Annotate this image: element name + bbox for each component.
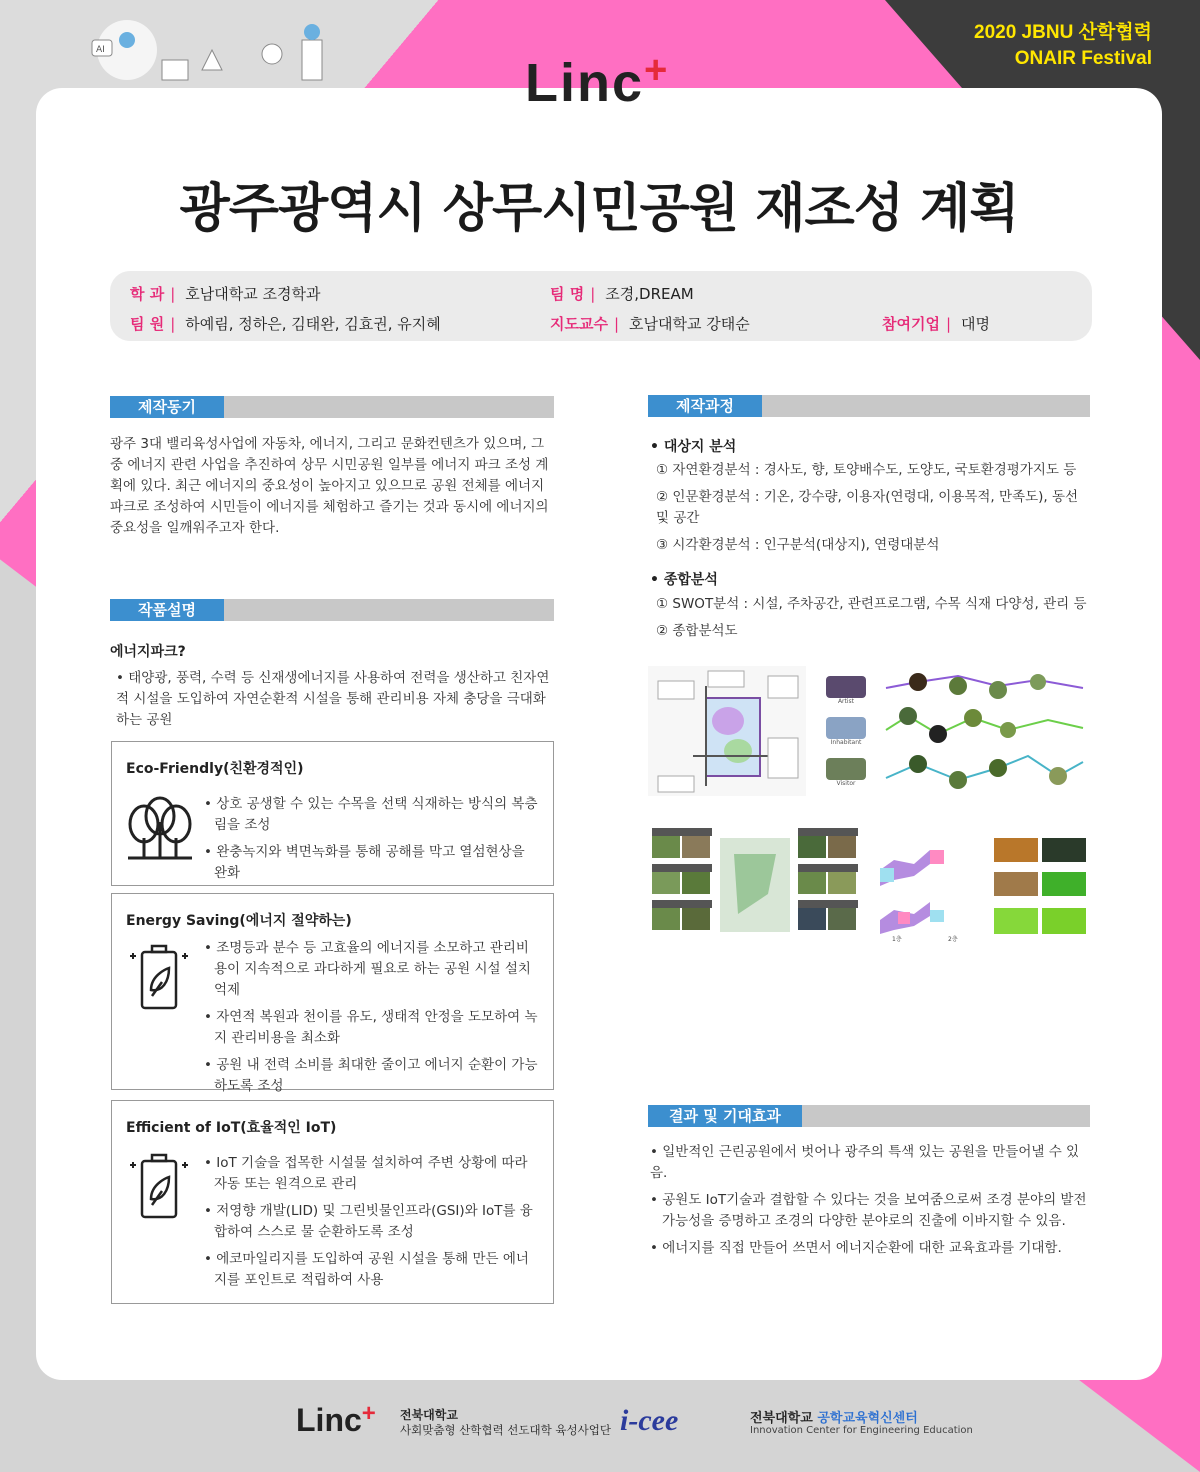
list-item: • 에코마일리지를 도입하여 공원 시설을 통해 만든 에너지를 포인트로 적립하여 사용 — [204, 1251, 529, 1288]
persona-figure — [826, 676, 866, 806]
company-info: 참여기업 | 대명 — [882, 315, 991, 333]
results-heading: 결과 및 기대효과 — [648, 1105, 802, 1127]
list-item: ② 인문환경분석 : 기온, 강수량, 이용자(연령대, 이용목적, 만족도), 동선 및 공간 — [656, 489, 1079, 526]
iot-box — [111, 1100, 554, 1304]
dept-info: 학 과 | 호남대학교 조경학과 — [130, 285, 321, 303]
festival-line1: 2020 JBNU 산학협력 — [974, 22, 1152, 43]
linc-logo-text: Linc — [525, 53, 645, 113]
inhabitant-label: Inhabitant — [830, 739, 862, 746]
footer-linc-logo: Linc+ — [296, 1400, 376, 1438]
list-item: ② 종합분석도 — [656, 623, 738, 639]
motivation-heading: 제작동기 — [110, 396, 224, 418]
list-item: • 저영향 개발(LID) 및 그린빗물인프라(GSI)와 IoT를 융합하여 스스로 물 순환하도록 조성 — [204, 1203, 533, 1240]
synthesis-heading: • 종합분석 — [650, 572, 718, 588]
site-analysis-list — [656, 460, 1092, 562]
artist-photo — [826, 676, 866, 698]
team-info-bar — [110, 271, 1092, 341]
festival-line2: ONAIR Festival — [1014, 48, 1152, 69]
motivation-text: 광주 3대 밸리육성사업에 자동차, 에너지, 그리고 문화컨텐츠가 있으며, 그 중 에너지 관련 사업을 추진하여 상무 시민공원 일부를 에너지 파크 조성 계획에 있다. 최근 에너지의 중요성이 높아지고 있으므로 공원 전체를 에너지 파크로 조성하여 시민들이 에너지를 체험하고 즐기는 것과 동시에 에너지의 중요성을 일깨워주고자 한다. — [110, 436, 549, 536]
list-item: ③ 시각환경분석 : 인구분석(대상지), 연령대분석 — [656, 537, 940, 553]
process-header — [648, 395, 1090, 417]
synthesis-list — [656, 594, 1092, 648]
trees-icon — [124, 794, 196, 862]
list-item: • 완충녹지와 벽면녹화를 통해 공해를 막고 열섬현상을 완화 — [204, 844, 525, 881]
process-heading: 제작과정 — [648, 395, 762, 417]
list-item: • 공원 내 전력 소비를 최대한 줄이고 에너지 순환이 가능하도록 조성 — [204, 1057, 538, 1094]
eco-battery-icon — [124, 1147, 196, 1223]
energy-saving-list — [204, 938, 541, 1103]
description-header — [110, 599, 554, 621]
list-item: • IoT 기술을 접목한 시설물 설치하여 주변 상황에 따라 자동 또는 원격으로 관리 — [204, 1155, 528, 1192]
energy-park-description: • 태양광, 풍력, 수력 등 신재생에너지를 사용하여 전력을 생산하고 친자연적 시설을 도입하여 자연순환적 시설을 통해 관리비용 자체 충당을 극대화하는 공원 — [116, 670, 550, 728]
list-item: ① SWOT분석 : 시설, 주차공간, 관련프로그램, 수목 식재 다양성, 관리 등 — [656, 596, 1087, 612]
svg-text:AI: AI — [96, 45, 105, 55]
footer-center-en: Innovation Center for Engineering Education — [750, 1425, 973, 1436]
list-item: • 공원도 IoT기술과 결합할 수 있다는 것을 보여줌으로써 조경 분야의 발전 가능성을 증명하고 조경의 다양한 분야로의 진출에 이바지할 수 있음. — [650, 1192, 1087, 1229]
visitor-photo — [826, 758, 866, 780]
energy-saving-title: Energy Saving(에너지 절약하는) — [126, 913, 352, 929]
floor1-label: 1층 — [892, 936, 902, 943]
site-analysis-map — [648, 666, 806, 796]
site-analysis-heading: • 대상지 분석 — [650, 439, 737, 455]
motivation-header — [110, 396, 554, 418]
eco-friendly-title: Eco-Friendly(친환경적인) — [126, 761, 304, 777]
list-item: • 조명등과 분수 등 고효율의 에너지를 소모하고 관리비용이 지속적으로 과다하게 필요로 하는 공원 시설 설치 억제 — [204, 940, 531, 998]
footer — [0, 1400, 1200, 1450]
members-info: 팀 원 | 하예림, 정하은, 김태완, 김효권, 유지혜 — [130, 315, 441, 333]
linc-logo-plus: + — [644, 48, 670, 92]
description-heading: 작품설명 — [110, 599, 224, 621]
list-item: ① 자연환경분석 : 경사도, 향, 토양배수도, 도양도, 국토환경평가지도 등 — [656, 462, 1077, 478]
floor-plan-figure — [874, 830, 974, 946]
iot-title: Efficient of IoT(효율적인 IoT) — [126, 1120, 337, 1136]
artist-label: Artist — [837, 698, 855, 705]
floor2-label: 2층 — [948, 936, 958, 943]
footer-icee-logo: i-cee — [620, 1404, 679, 1437]
advisor-info: 지도교수 | 호남대학교 강태순 — [550, 315, 750, 333]
results-list — [650, 1142, 1092, 1265]
energy-park-subheading: 에너지파크? — [110, 644, 186, 660]
footer-program: 사회맞춤형 산학협력 선도대학 육성사업단 — [400, 1423, 611, 1437]
footer-center: 전북대학교 공학교육혁신센터 — [750, 1411, 918, 1426]
eco-friendly-list — [204, 794, 541, 890]
poster-card — [36, 88, 1162, 1380]
iot-list — [204, 1153, 541, 1297]
list-item: • 일반적인 근린공원에서 벗어나 광주의 특색 있는 공원을 만들어낼 수 있음. — [650, 1144, 1080, 1181]
list-item: • 자연적 복원과 천이를 유도, 생태적 안정을 도모하여 녹지 관리비용을 최소화 — [204, 1009, 538, 1046]
experience-photos-figure — [992, 832, 1088, 942]
visitor-label: Visitor — [836, 780, 856, 787]
footer-univ: 전북대학교 — [400, 1408, 458, 1422]
list-item: • 에너지를 직접 만들어 쓰면서 에너지순환에 대한 교육효과를 기대함. — [650, 1240, 1062, 1256]
energy-saving-box — [111, 893, 554, 1094]
page-title: 광주광역시 상무시민공원 재조성 계획 — [179, 179, 1019, 239]
zone-plan-figure — [648, 824, 862, 944]
eco-battery-icon — [124, 938, 196, 1014]
linc-logo — [525, 48, 705, 122]
eco-friendly-box — [111, 741, 554, 886]
tech-illustration-icon — [82, 10, 342, 90]
list-item: • 상호 공생할 수 있는 수목을 선택 식재하는 방식의 복층림을 조성 — [204, 796, 538, 833]
inhabitant-photo — [826, 717, 866, 739]
results-header — [648, 1105, 1090, 1127]
team-name-info: 팀 명 | 조경,DREAM — [550, 285, 694, 303]
program-network-diagram — [878, 668, 1090, 808]
festival-title — [974, 20, 1152, 72]
